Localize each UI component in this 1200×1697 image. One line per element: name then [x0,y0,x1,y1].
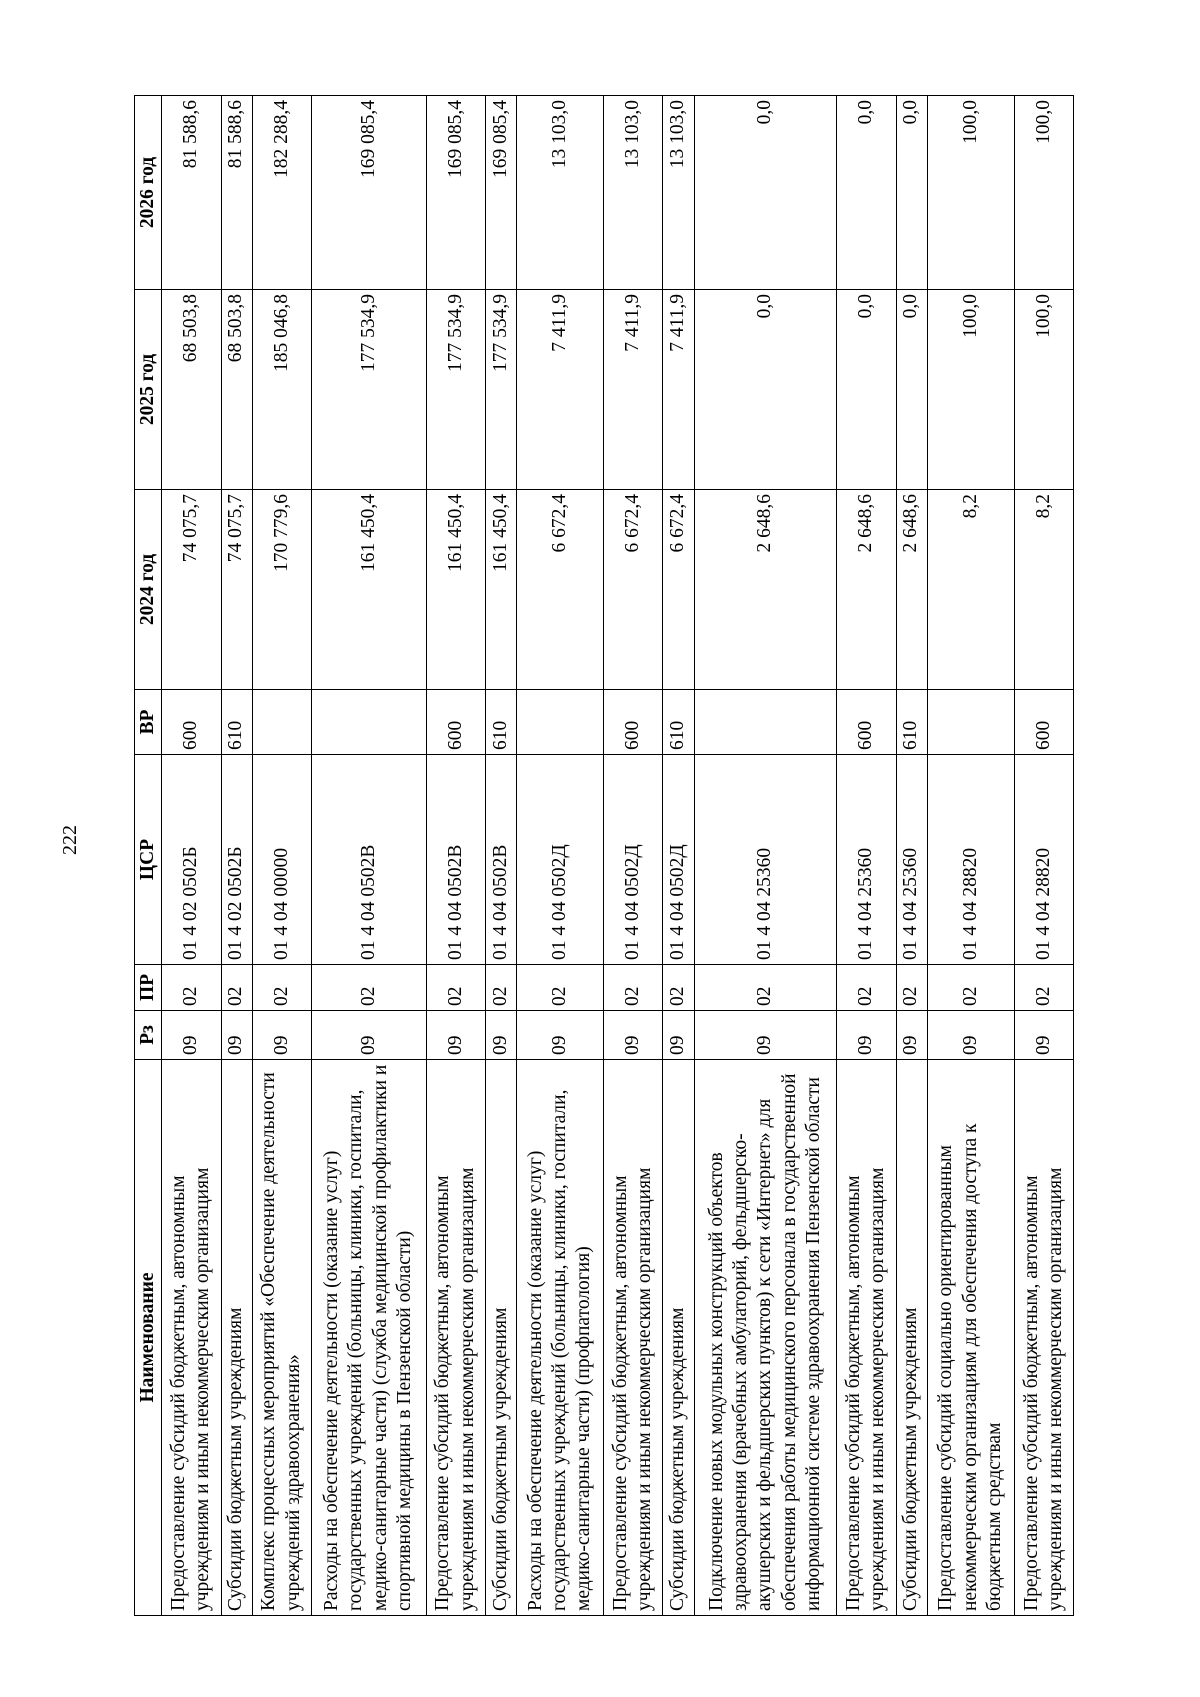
table-row [927,96,1014,1616]
row-2026: 169 085,4 [485,96,516,290]
row-name: Предоставление субсидий бюджетным, автономным учреждениям и иным некоммерческим организациям [1014,1060,1073,1616]
row-vr: 600 [162,690,221,755]
table-row [837,96,896,1616]
row-pr: 02 [252,965,311,1011]
row-rz: 09 [927,1011,1014,1060]
row-name: Предоставление субсидий бюджетным, автономным учреждениям и иным некоммерческим организациям [426,1060,485,1616]
header-rz: Рз [135,1011,162,1060]
row-2024: 74 075,7 [221,490,252,690]
row-name: Предоставление субсидий бюджетным, автономным учреждениям и иным некоммерческим организациям [604,1060,663,1616]
row-2024: 8,2 [1014,490,1073,690]
row-2026: 81 588,6 [162,96,221,290]
header-2026: 2026 год [135,96,162,290]
row-2024: 161 450,4 [311,490,426,690]
row-pr: 02 [485,965,516,1011]
row-rz: 09 [837,1011,896,1060]
row-rz: 09 [604,1011,663,1060]
row-2025: 0,0 [694,290,837,490]
row-2024: 6 672,4 [604,490,663,690]
row-2025: 68 503,8 [221,290,252,490]
header-name: Наименование [135,1060,162,1616]
row-pr: 02 [1014,965,1073,1011]
row-name: Субсидии бюджетным учреждениям [221,1060,252,1616]
row-pr: 02 [162,965,221,1011]
row-csr: 01 4 04 25360 [837,755,896,965]
row-pr: 02 [663,965,694,1011]
row-name: Расходы на обеспечение деятельности (оказание услуг) государственных учреждений (больницы, клиники, госпитали, медико-санитарные части) (служба медицинской профилактики и спортивной медицины в Пензенской области) [311,1060,426,1616]
table-row [896,96,927,1616]
row-pr: 02 [837,965,896,1011]
row-2025: 185 046,8 [252,290,311,490]
row-csr: 01 4 02 0502Б [221,755,252,965]
row-rz: 09 [485,1011,516,1060]
row-rz: 09 [694,1011,837,1060]
row-vr [694,690,837,755]
table-row [604,96,663,1616]
table-row [663,96,694,1616]
row-2026: 182 288,4 [252,96,311,290]
row-2026: 81 588,6 [221,96,252,290]
row-rz: 09 [426,1011,485,1060]
row-name: Расходы на обеспечение деятельности (оказание услуг) государственных учреждений (больницы, клиники, госпитали, медико-санитарные части) (профпатология) [517,1060,604,1616]
row-vr [517,690,604,755]
rotated-table-wrapper [134,96,1074,1616]
row-csr: 01 4 04 25360 [896,755,927,965]
row-2026: 100,0 [1014,96,1073,290]
row-csr: 01 4 02 0502Б [162,755,221,965]
row-2024: 6 672,4 [663,490,694,690]
row-2024: 8,2 [927,490,1014,690]
row-rz: 09 [663,1011,694,1060]
row-2025: 68 503,8 [162,290,221,490]
row-2025: 100,0 [1014,290,1073,490]
header-2025: 2025 год [135,290,162,490]
row-name: Предоставление субсидий социально ориентированным некоммерческим организациям для обеспечения доступа к бюджетным средствам [927,1060,1014,1616]
row-name: Предоставление субсидий бюджетным, автономным учреждениям и иным некоммерческим организациям [162,1060,221,1616]
table-row [517,96,604,1616]
row-vr: 610 [896,690,927,755]
row-2024: 161 450,4 [426,490,485,690]
row-rz: 09 [221,1011,252,1060]
row-2024: 6 672,4 [517,490,604,690]
row-2024: 170 779,6 [252,490,311,690]
row-2026: 0,0 [837,96,896,290]
header-vr: ВР [135,690,162,755]
row-pr: 02 [604,965,663,1011]
row-name: Субсидии бюджетным учреждениям [663,1060,694,1616]
row-2024: 2 648,6 [896,490,927,690]
row-2025: 7 411,9 [517,290,604,490]
row-2024: 74 075,7 [162,490,221,690]
row-2025: 7 411,9 [604,290,663,490]
row-name: Подключение новых модульных конструкций объектов здравоохранения (врачебных амбулаторий, фельдшерско-акушерских и фельдшерских пунктов) к сети «Интернет» для обеспечения работы медицинского персонала в государственной информационной системе здравоохранения Пензенской области [694,1060,837,1616]
row-csr: 01 4 04 0502Д [604,755,663,965]
row-2025: 177 534,9 [311,290,426,490]
row-2026: 169 085,4 [311,96,426,290]
row-vr: 610 [663,690,694,755]
row-vr: 600 [837,690,896,755]
row-name: Предоставление субсидий бюджетным, автономным учреждениям и иным некоммерческим организациям [837,1060,896,1616]
row-2024: 2 648,6 [694,490,837,690]
row-name: Комплекс процессных мероприятий «Обеспечение деятельности учреждений здравоохранения» [252,1060,311,1616]
row-vr: 600 [604,690,663,755]
table-row [162,96,221,1616]
row-2025: 0,0 [837,290,896,490]
row-name: Субсидии бюджетным учреждениям [896,1060,927,1616]
page-number: 222 [59,825,81,855]
row-csr: 01 4 04 0502В [426,755,485,965]
table-row [221,96,252,1616]
row-vr [252,690,311,755]
row-rz: 09 [252,1011,311,1060]
row-rz: 09 [311,1011,426,1060]
table-row [252,96,311,1616]
row-2026: 169 085,4 [426,96,485,290]
row-rz: 09 [896,1011,927,1060]
header-csr: ЦСР [135,755,162,965]
row-csr: 01 4 04 0502В [311,755,426,965]
row-pr: 02 [927,965,1014,1011]
row-pr: 02 [426,965,485,1011]
row-vr: 600 [1014,690,1073,755]
row-rz: 09 [162,1011,221,1060]
row-2026: 13 103,0 [663,96,694,290]
row-2025: 7 411,9 [663,290,694,490]
row-csr: 01 4 04 28820 [1014,755,1073,965]
row-2024: 2 648,6 [837,490,896,690]
row-2025: 100,0 [927,290,1014,490]
row-rz: 09 [1014,1011,1073,1060]
row-vr: 600 [426,690,485,755]
row-2024: 161 450,4 [485,490,516,690]
row-pr: 02 [896,965,927,1011]
row-2026: 13 103,0 [604,96,663,290]
row-vr: 610 [221,690,252,755]
budget-table [134,95,1074,1616]
row-pr: 02 [517,965,604,1011]
row-2025: 177 534,9 [485,290,516,490]
row-name: Субсидии бюджетным учреждениям [485,1060,516,1616]
row-csr: 01 4 04 0502В [485,755,516,965]
header-2024: 2024 год [135,490,162,690]
row-csr: 01 4 04 25360 [694,755,837,965]
row-2026: 100,0 [927,96,1014,290]
row-csr: 01 4 04 0502Д [663,755,694,965]
row-vr: 610 [485,690,516,755]
header-pr: ПР [135,965,162,1011]
row-csr: 01 4 04 00000 [252,755,311,965]
row-pr: 02 [311,965,426,1011]
row-csr: 01 4 04 0502Д [517,755,604,965]
table-header-row [135,96,162,1616]
table-row [311,96,426,1616]
row-pr: 02 [694,965,837,1011]
row-2026: 0,0 [694,96,837,290]
table-row [1014,96,1073,1616]
table-row [426,96,485,1616]
row-rz: 09 [517,1011,604,1060]
row-2025: 0,0 [896,290,927,490]
row-csr: 01 4 04 28820 [927,755,1014,965]
row-2026: 13 103,0 [517,96,604,290]
row-pr: 02 [221,965,252,1011]
table-row [694,96,837,1616]
table-row [485,96,516,1616]
row-2026: 0,0 [896,96,927,290]
row-vr [311,690,426,755]
row-vr [927,690,1014,755]
row-2025: 177 534,9 [426,290,485,490]
